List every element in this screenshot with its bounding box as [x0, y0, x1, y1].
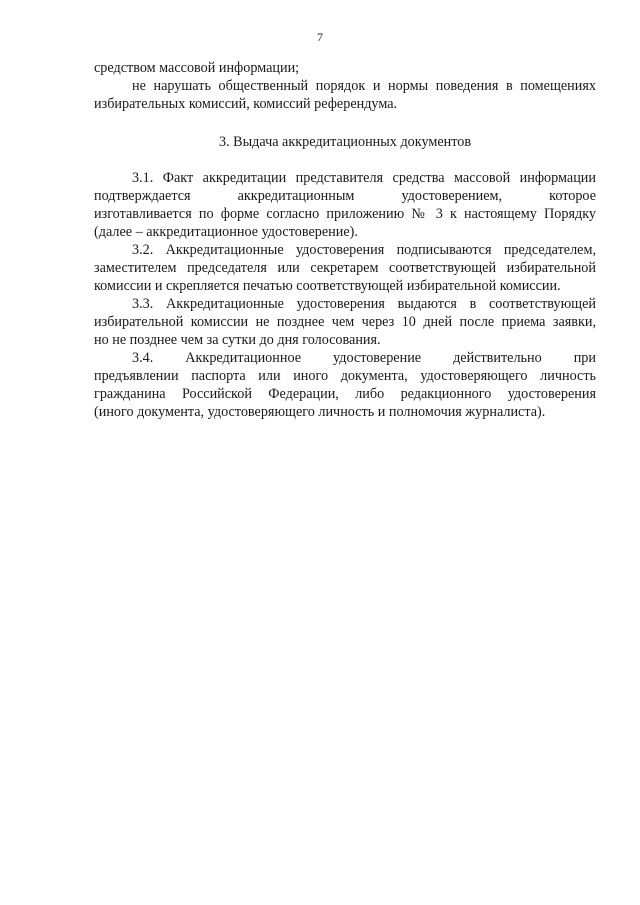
paragraph-line: изготавливается по форме согласно приложению № 3 к настоящему Порядку	[94, 206, 596, 222]
paragraph-line: (далее – аккредитационное удостоверение).	[94, 224, 358, 240]
paragraph-line: предъявлении паспорта или иного документа, удостоверяющего личность	[94, 368, 596, 384]
section-heading: 3. Выдача аккредитационных документов	[218, 134, 472, 150]
intro-block	[94, 59, 596, 113]
page-number: 7	[317, 30, 323, 44]
paragraph-line: (иного документа, удостоверяющего личность и полномочия журналиста).	[94, 404, 546, 420]
document-body	[94, 59, 596, 421]
paragraph-line: 3.2. Аккредитационные удостоверения подписываются председателем,	[132, 242, 596, 258]
paragraph-3-1	[94, 169, 596, 241]
paragraph-line: 3.1. Факт аккредитации представителя средства массовой информации	[132, 170, 596, 186]
paragraph-line: 3.4. Аккредитационное удостоверение действительно при	[132, 350, 596, 366]
intro-line: средством массовой информации;	[94, 60, 300, 76]
paragraph-line: подтверждается аккредитационным удостоверением, которое	[94, 188, 596, 204]
intro-line: избирательных комиссий, комиссий референдума.	[94, 96, 398, 112]
paragraph-line: избирательной комиссии не позднее чем через 10 дней после приема заявки,	[94, 314, 596, 330]
paragraph-3-4	[94, 349, 596, 421]
paragraph-line: гражданина Российской Федерации, либо редакционного удостоверения	[94, 386, 596, 402]
paragraph-line: комиссии и скрепляется печатью соответствующей избирательной комиссии.	[94, 278, 561, 294]
paragraph-line: 3.3. Аккредитационные удостоверения выдаются в соответствующей	[132, 296, 596, 312]
paragraph-line: но не позднее чем за сутки до дня голосования.	[94, 332, 381, 348]
paragraph-3-3	[94, 295, 596, 349]
paragraph-line: заместителем председателя или секретарем соответствующей избирательной	[94, 260, 596, 276]
intro-line: не нарушать общественный порядок и нормы поведения в помещениях	[132, 78, 596, 94]
paragraph-3-2	[94, 241, 596, 295]
